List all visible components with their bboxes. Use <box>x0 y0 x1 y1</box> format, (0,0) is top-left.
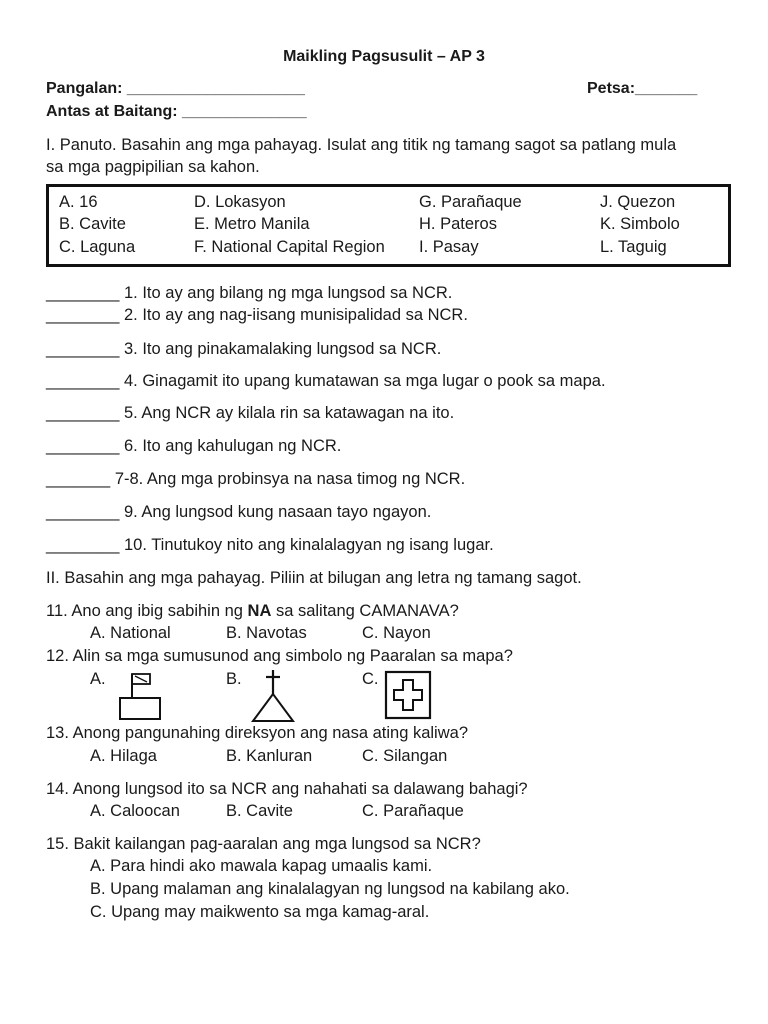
item-5: ________ 5. Ang NCR ay kilala rin sa katawagan na ito. <box>46 404 455 422</box>
q12-option-a: A. <box>90 670 106 688</box>
grade-field-label: Antas at Baitang: ______________ <box>46 103 307 120</box>
item-4: ________ 4. Ginagamit ito upang kumatawan sa mga lugar o pook sa mapa. <box>46 372 606 390</box>
q15-option-b: B. Upang malaman ang kinalalagyan ng lungsod na kabilang ako. <box>90 880 570 898</box>
choice-g: G. Parañaque <box>419 193 522 211</box>
q14-option-a: A. Caloocan <box>90 802 180 820</box>
q11-option-c: C. Nayon <box>362 624 431 642</box>
q15-option-c: C. Upang may maikwento sa mga kamag-aral. <box>90 903 430 921</box>
question-14: 14. Anong lungsod ito sa NCR ang nahahati sa dalawang bahagi? <box>46 780 528 798</box>
q12-option-c: C. <box>362 670 379 688</box>
q14-option-c: C. Parañaque <box>362 802 464 820</box>
choice-e: E. Metro Manila <box>194 215 310 233</box>
question-11-bold-word: NA <box>247 602 272 620</box>
choice-b: B. Cavite <box>59 215 126 233</box>
hospital-cross-symbol-icon <box>384 670 432 720</box>
choice-d: D. Lokasyon <box>194 193 286 211</box>
question-13: 13. Anong pangunahing direksyon ang nasa ating kaliwa? <box>46 724 468 742</box>
q13-option-c: C. Silangan <box>362 747 448 765</box>
choice-l: L. Taguig <box>600 238 667 256</box>
q13-option-b: B. Kanluran <box>226 747 313 765</box>
choice-k: K. Simbolo <box>600 215 680 233</box>
item-3: ________ 3. Ito ang pinakamalaking lungsod sa NCR. <box>46 340 442 358</box>
choice-c: C. Laguna <box>59 238 136 256</box>
choice-h: H. Pateros <box>419 215 497 233</box>
part2-instruction: II. Basahin ang mga pahayag. Piliin at bilugan ang letra ng tamang sagot. <box>46 569 582 587</box>
item-6: ________ 6. Ito ang kahulugan ng NCR. <box>46 437 342 455</box>
church-cross-symbol-icon <box>250 668 296 724</box>
question-11-prefix: 11. Ano ang ibig sabihin ng <box>46 602 248 620</box>
q12-option-b: B. <box>226 670 242 688</box>
question-11 <box>46 602 459 621</box>
choice-i: I. Pasay <box>419 238 479 256</box>
item-7-8: _______ 7-8. Ang mga probinsya na nasa timog ng NCR. <box>46 470 466 488</box>
choice-a: A. 16 <box>59 193 98 211</box>
question-12: 12. Alin sa mga sumusunod ang simbolo ng Paaralan sa mapa? <box>46 647 513 665</box>
item-9: ________ 9. Ang lungsod kung nasaan tayo ngayon. <box>46 503 432 521</box>
answer-choices-box <box>46 184 731 267</box>
q11-option-a: A. National <box>90 624 171 642</box>
part1-instruction-line2: sa mga pagpipilian sa kahon. <box>46 158 260 176</box>
question-11-suffix: sa salitang CAMANAVA? <box>271 602 459 620</box>
part1-instruction-line1: I. Panuto. Basahin ang mga pahayag. Isulat ang titik ng tamang sagot sa patlang mula <box>46 136 677 154</box>
item-10: ________ 10. Tinutukoy nito ang kinalalagyan ng isang lugar. <box>46 536 494 554</box>
item-2: ________ 2. Ito ay ang nag-iisang munisipalidad sa NCR. <box>46 306 468 324</box>
page-title: Maikling Pagsusulit – AP 3 <box>283 48 485 65</box>
choice-j: J. Quezon <box>600 193 676 211</box>
school-flag-symbol-icon <box>118 670 162 722</box>
date-field-label: Petsa:_______ <box>587 80 698 97</box>
q13-option-a: A. Hilaga <box>90 747 157 765</box>
choice-f: F. National Capital Region <box>194 238 385 256</box>
question-15: 15. Bakit kailangan pag-aaralan ang mga lungsod sa NCR? <box>46 835 481 853</box>
item-1: ________ 1. Ito ay ang bilang ng mga lungsod sa NCR. <box>46 284 453 302</box>
q11-option-b: B. Navotas <box>226 624 307 642</box>
name-field-label: Pangalan: ____________________ <box>46 80 305 97</box>
q15-option-a: A. Para hindi ako mawala kapag umaalis kami. <box>90 857 433 875</box>
q14-option-b: B. Cavite <box>226 802 293 820</box>
